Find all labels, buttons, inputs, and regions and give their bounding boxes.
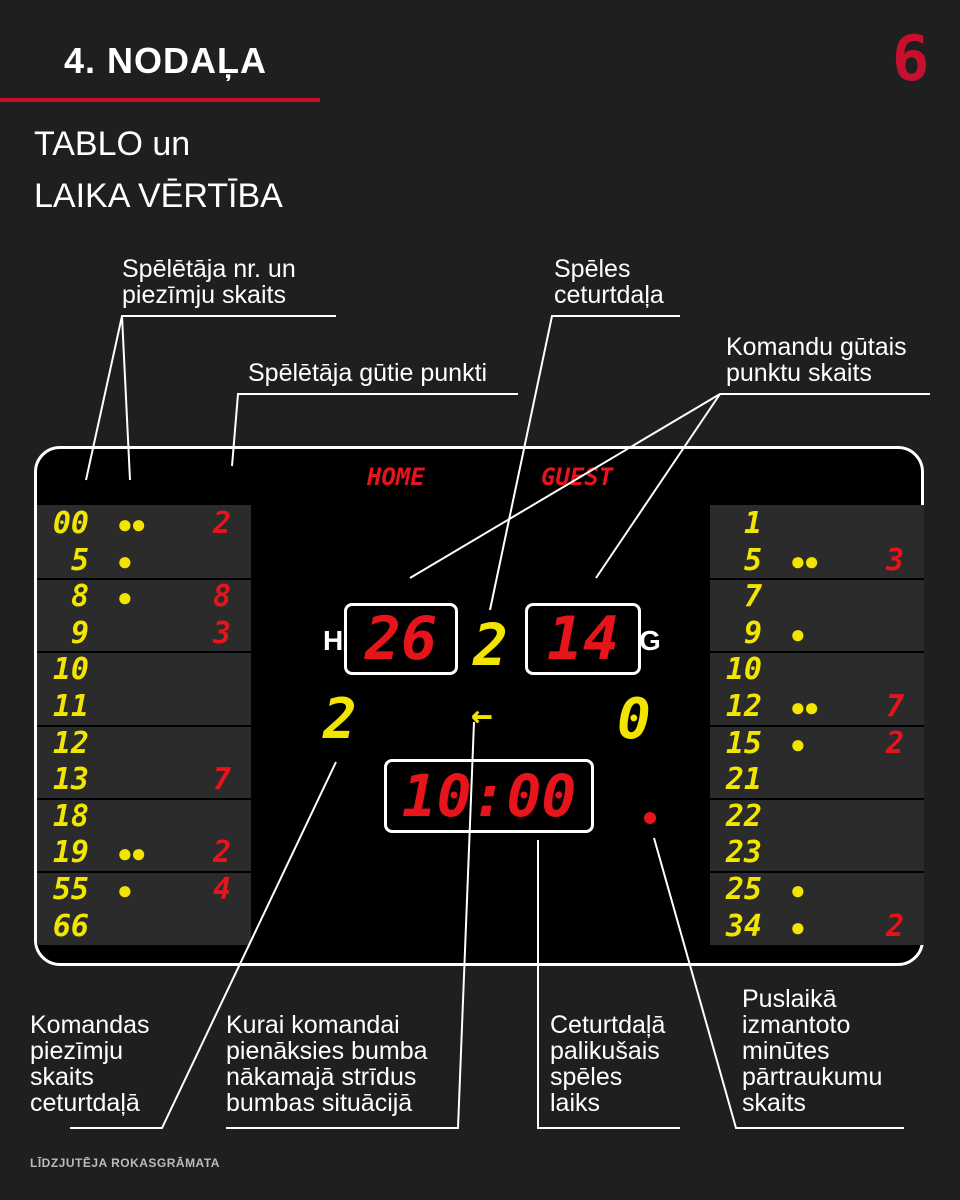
page-number: 6: [892, 22, 930, 95]
player-number: 12: [725, 689, 762, 724]
callout-line-time-left: [538, 840, 680, 1128]
player-number: 13: [52, 762, 89, 798]
label-line: spēles: [550, 1063, 623, 1091]
label-line: skaits: [742, 1089, 806, 1117]
player-number: 1: [743, 506, 762, 541]
player-fouls: ●●: [790, 692, 818, 722]
player-fouls: ●●: [790, 545, 818, 576]
player-number: 55: [52, 872, 89, 907]
player-points: 3: [213, 615, 232, 651]
home-label: HOME: [367, 463, 425, 491]
label-line: piezīmju: [30, 1037, 124, 1065]
guest-score: 14: [525, 603, 641, 675]
player-fouls: ●: [117, 545, 131, 576]
callout-line-possession: [226, 722, 474, 1128]
label-line: minūtes: [742, 1037, 830, 1065]
player-fouls: ●●: [117, 838, 145, 869]
possession-arrow: ←: [471, 695, 493, 736]
player-number: 5: [743, 542, 762, 578]
label-line: ceturtdaļā: [30, 1089, 140, 1117]
title-line-1: TABLO un: [34, 125, 191, 163]
label-line: piezīmju skaits: [122, 281, 286, 309]
label-line: Spēlētāja gūtie punkti: [248, 359, 488, 387]
callout-line-period: [490, 316, 680, 610]
player-points: 2: [886, 908, 905, 944]
player-number: 10: [52, 652, 89, 688]
player-points: 4: [213, 872, 232, 907]
label-line: pārtraukumu: [742, 1063, 883, 1091]
label-line: Komandu gūtais: [726, 333, 907, 361]
player-points: 8: [213, 579, 232, 615]
player-points: 7: [213, 762, 232, 798]
player-number: 5: [70, 542, 89, 578]
label-line: Kurai komandai: [226, 1011, 400, 1039]
callout-line-player-fouls: [122, 316, 130, 480]
player-number: 22: [725, 798, 762, 834]
title-line-2: LAIKA VĒRTĪBA: [34, 177, 283, 215]
player-number: 10: [725, 652, 762, 688]
callout-line-player-points: [232, 394, 518, 466]
player-fouls: ●: [790, 728, 804, 759]
label-line: Ceturtdaļā: [550, 1011, 666, 1039]
player-points: 2: [886, 725, 905, 761]
home-score: 26: [344, 603, 458, 675]
player-number: 8: [70, 579, 89, 615]
label-line: Spēlētāja nr. un: [122, 255, 296, 283]
player-number: 23: [725, 835, 762, 871]
label-line: laiks: [550, 1089, 601, 1117]
guest-letter: G: [639, 625, 661, 656]
player-number: 00: [52, 506, 89, 541]
guest-label: GUEST: [541, 463, 614, 491]
player-fouls: ●: [117, 582, 131, 613]
player-number: 34: [725, 908, 762, 944]
player-points: 2: [213, 835, 232, 871]
chapter-title: 4. NODAĻA: [64, 40, 268, 81]
player-number: 66: [52, 908, 89, 944]
label-line: pienāksies bumba: [226, 1037, 428, 1065]
label-line: punktu skaits: [726, 359, 872, 387]
game-clock: 10:00: [384, 759, 594, 833]
player-fouls: ●: [790, 911, 804, 942]
period: 2: [473, 611, 508, 679]
player-points: 3: [886, 542, 905, 578]
label-line: izmantoto: [742, 1011, 851, 1039]
player-fouls: ●●: [117, 509, 145, 539]
label-line: Komandas: [30, 1011, 150, 1039]
player-number: 7: [743, 579, 762, 615]
label-line: palikušais: [550, 1037, 660, 1065]
player-number: 9: [70, 615, 89, 651]
label-line: bumbas situācijā: [226, 1089, 413, 1117]
callout-line-timeouts: [654, 835, 904, 1128]
label-line: ceturtdaļa: [554, 281, 664, 309]
label-line: skaits: [30, 1063, 94, 1091]
player-number: 15: [725, 725, 762, 761]
player-number: 21: [725, 762, 762, 798]
callout-line-team-fouls: [70, 762, 336, 1128]
player-number: 9: [743, 615, 762, 651]
player-points: 2: [213, 506, 232, 541]
footer-publication: LĪDZJUTĒJA ROKASGRĀMATA: [30, 1156, 220, 1170]
player-fouls: ●: [790, 875, 804, 905]
player-number: 18: [52, 798, 89, 834]
label-line: Puslaikā: [742, 985, 837, 1013]
label-line: nākamajā strīdus: [226, 1063, 417, 1091]
guest-team-fouls: 0: [617, 687, 651, 752]
player-number: 11: [52, 689, 89, 724]
player-fouls: ●: [117, 875, 131, 905]
home-letter: H: [323, 625, 344, 656]
player-number: 19: [52, 835, 89, 871]
player-points: 7: [886, 689, 905, 724]
label-line: Spēles: [554, 255, 631, 283]
player-number: 25: [725, 872, 762, 907]
player-fouls: ●: [790, 618, 804, 649]
home-team-fouls: 2: [323, 687, 357, 752]
player-number: 12: [52, 725, 89, 761]
callout-line-team-score: [410, 394, 930, 578]
callout-line-team-score-guest: [596, 394, 720, 578]
